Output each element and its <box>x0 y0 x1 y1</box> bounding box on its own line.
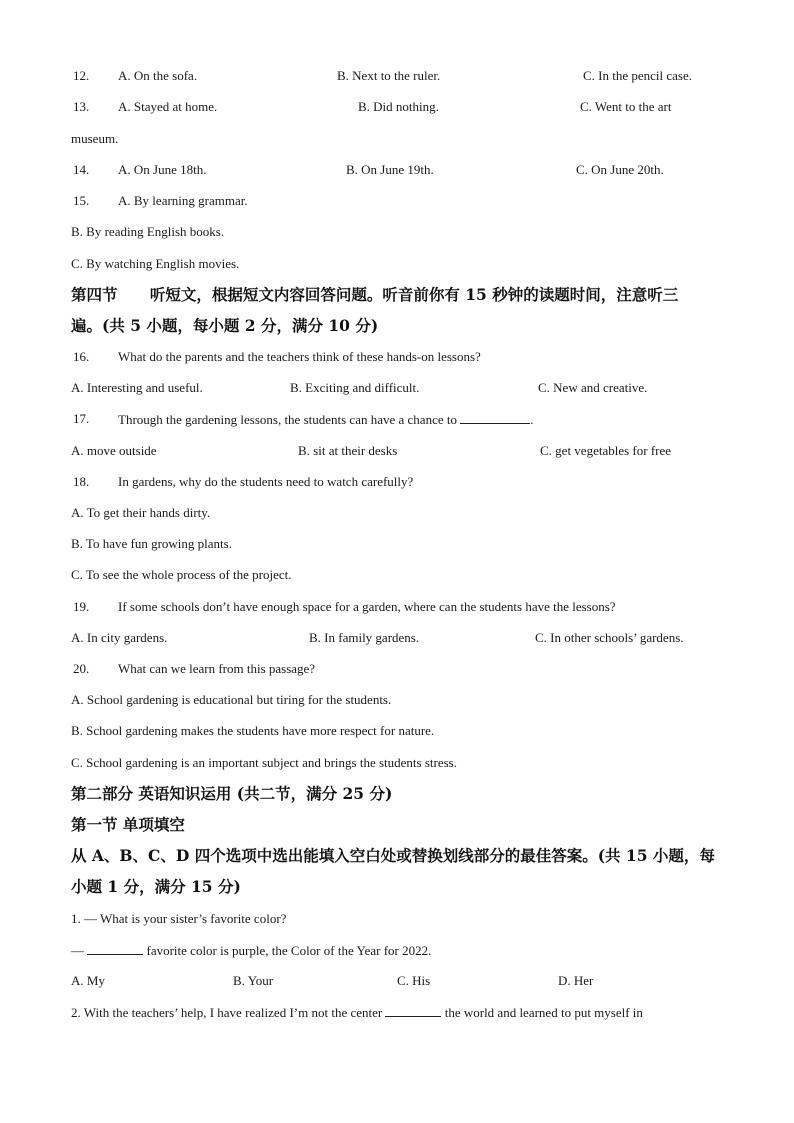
section-heading: 第四节 听短文，根据短文内容回答问题。听音前你有 15 秒钟的读题时间，注意听三 <box>71 285 679 304</box>
part-heading: 第二部分 英语知识运用 (共二节，满分 25 分) <box>71 784 393 803</box>
option-c: C. In other schools’ gardens. <box>535 630 684 645</box>
question-text: 1. — What is your sister’s favorite color? <box>71 911 287 926</box>
question-text <box>71 1004 643 1021</box>
option-c: C. By watching English movies. <box>71 256 240 271</box>
question-text <box>118 411 533 428</box>
question-number: 15. <box>73 193 90 208</box>
section-heading: 第一节 单项填空 <box>71 815 185 834</box>
option-b: B. Did nothing. <box>358 99 439 114</box>
option-a: A. School gardening is educational but tiring for the students. <box>71 692 392 707</box>
question-text-start: 2. With the teachers’ help, I have realized I’m not the center <box>71 1005 383 1020</box>
option-c-continuation: museum. <box>71 131 119 146</box>
answer-blank <box>460 411 530 424</box>
option-b: B. sit at their desks <box>298 443 398 458</box>
instruction-line-cont: 小题 1 分，满分 15 分) <box>71 877 241 896</box>
question-number: 14. <box>73 162 90 177</box>
option-c: C. Went to the art <box>580 99 672 114</box>
option-a: A. By learning grammar. <box>118 193 248 208</box>
option-c: C. get vegetables for free <box>540 443 672 458</box>
question-number: 12. <box>73 68 90 83</box>
option-b: B. Next to the ruler. <box>337 68 441 83</box>
option-a: A. move outside <box>71 443 157 458</box>
option-a: A. To get their hands dirty. <box>71 505 211 520</box>
question-text: In gardens, why do the students need to watch carefully? <box>118 474 414 489</box>
option-b: B. Your <box>233 973 274 988</box>
answer-blank <box>87 942 143 955</box>
option-c: C. To see the whole process of the project. <box>71 567 292 582</box>
response-dash: — <box>71 943 84 958</box>
question-text: What do the parents and the teachers think of these hands-on lessons? <box>118 349 481 364</box>
option-b: B. School gardening makes the students have more respect for nature. <box>71 723 435 738</box>
option-a: A. My <box>71 973 105 988</box>
question-number: 19. <box>73 599 90 614</box>
option-a: A. On June 18th. <box>118 162 207 177</box>
question-text: What can we learn from this passage? <box>118 661 316 676</box>
option-a: A. Stayed at home. <box>118 99 218 114</box>
option-c: C. On June 20th. <box>576 162 664 177</box>
option-a: A. On the sofa. <box>118 68 198 83</box>
question-number: 20. <box>73 661 90 676</box>
answer-blank <box>385 1004 441 1017</box>
question-number: 16. <box>73 349 90 364</box>
question-end: . <box>530 412 534 427</box>
question-text-end: the world and learned to put myself in <box>444 1005 643 1020</box>
option-c: C. In the pencil case. <box>583 68 693 83</box>
question-response <box>71 942 431 959</box>
response-text: favorite color is purple, the Color of the Year for 2022. <box>146 943 432 958</box>
instruction-line: 从 A、B、C、D 四个选项中选出能填入空白处或替换划线部分的最佳答案。(共 15 小题，每 <box>71 846 715 865</box>
option-a: A. In city gardens. <box>71 630 168 645</box>
option-b: B. In family gardens. <box>309 630 420 645</box>
question-text-body: Through the gardening lessons, the students can have a chance to <box>118 412 457 427</box>
option-c: C. New and creative. <box>538 380 648 395</box>
option-a: A. Interesting and useful. <box>71 380 203 395</box>
question-text: If some schools don’t have enough space for a garden, where can the students have the lessons? <box>118 599 616 614</box>
section-heading-cont: 遍。(共 5 小题，每小题 2 分，满分 10 分) <box>71 316 379 335</box>
option-b: B. By reading English books. <box>71 224 225 239</box>
option-b: B. On June 19th. <box>346 162 434 177</box>
option-b: B. Exciting and difficult. <box>290 380 420 395</box>
option-c: C. His <box>397 973 431 988</box>
question-number: 18. <box>73 474 90 489</box>
option-c: C. School gardening is an important subject and brings the students stress. <box>71 755 457 770</box>
question-number: 17. <box>73 411 90 426</box>
question-number: 13. <box>73 99 90 114</box>
option-d: D. Her <box>558 973 594 988</box>
option-b: B. To have fun growing plants. <box>71 536 232 551</box>
